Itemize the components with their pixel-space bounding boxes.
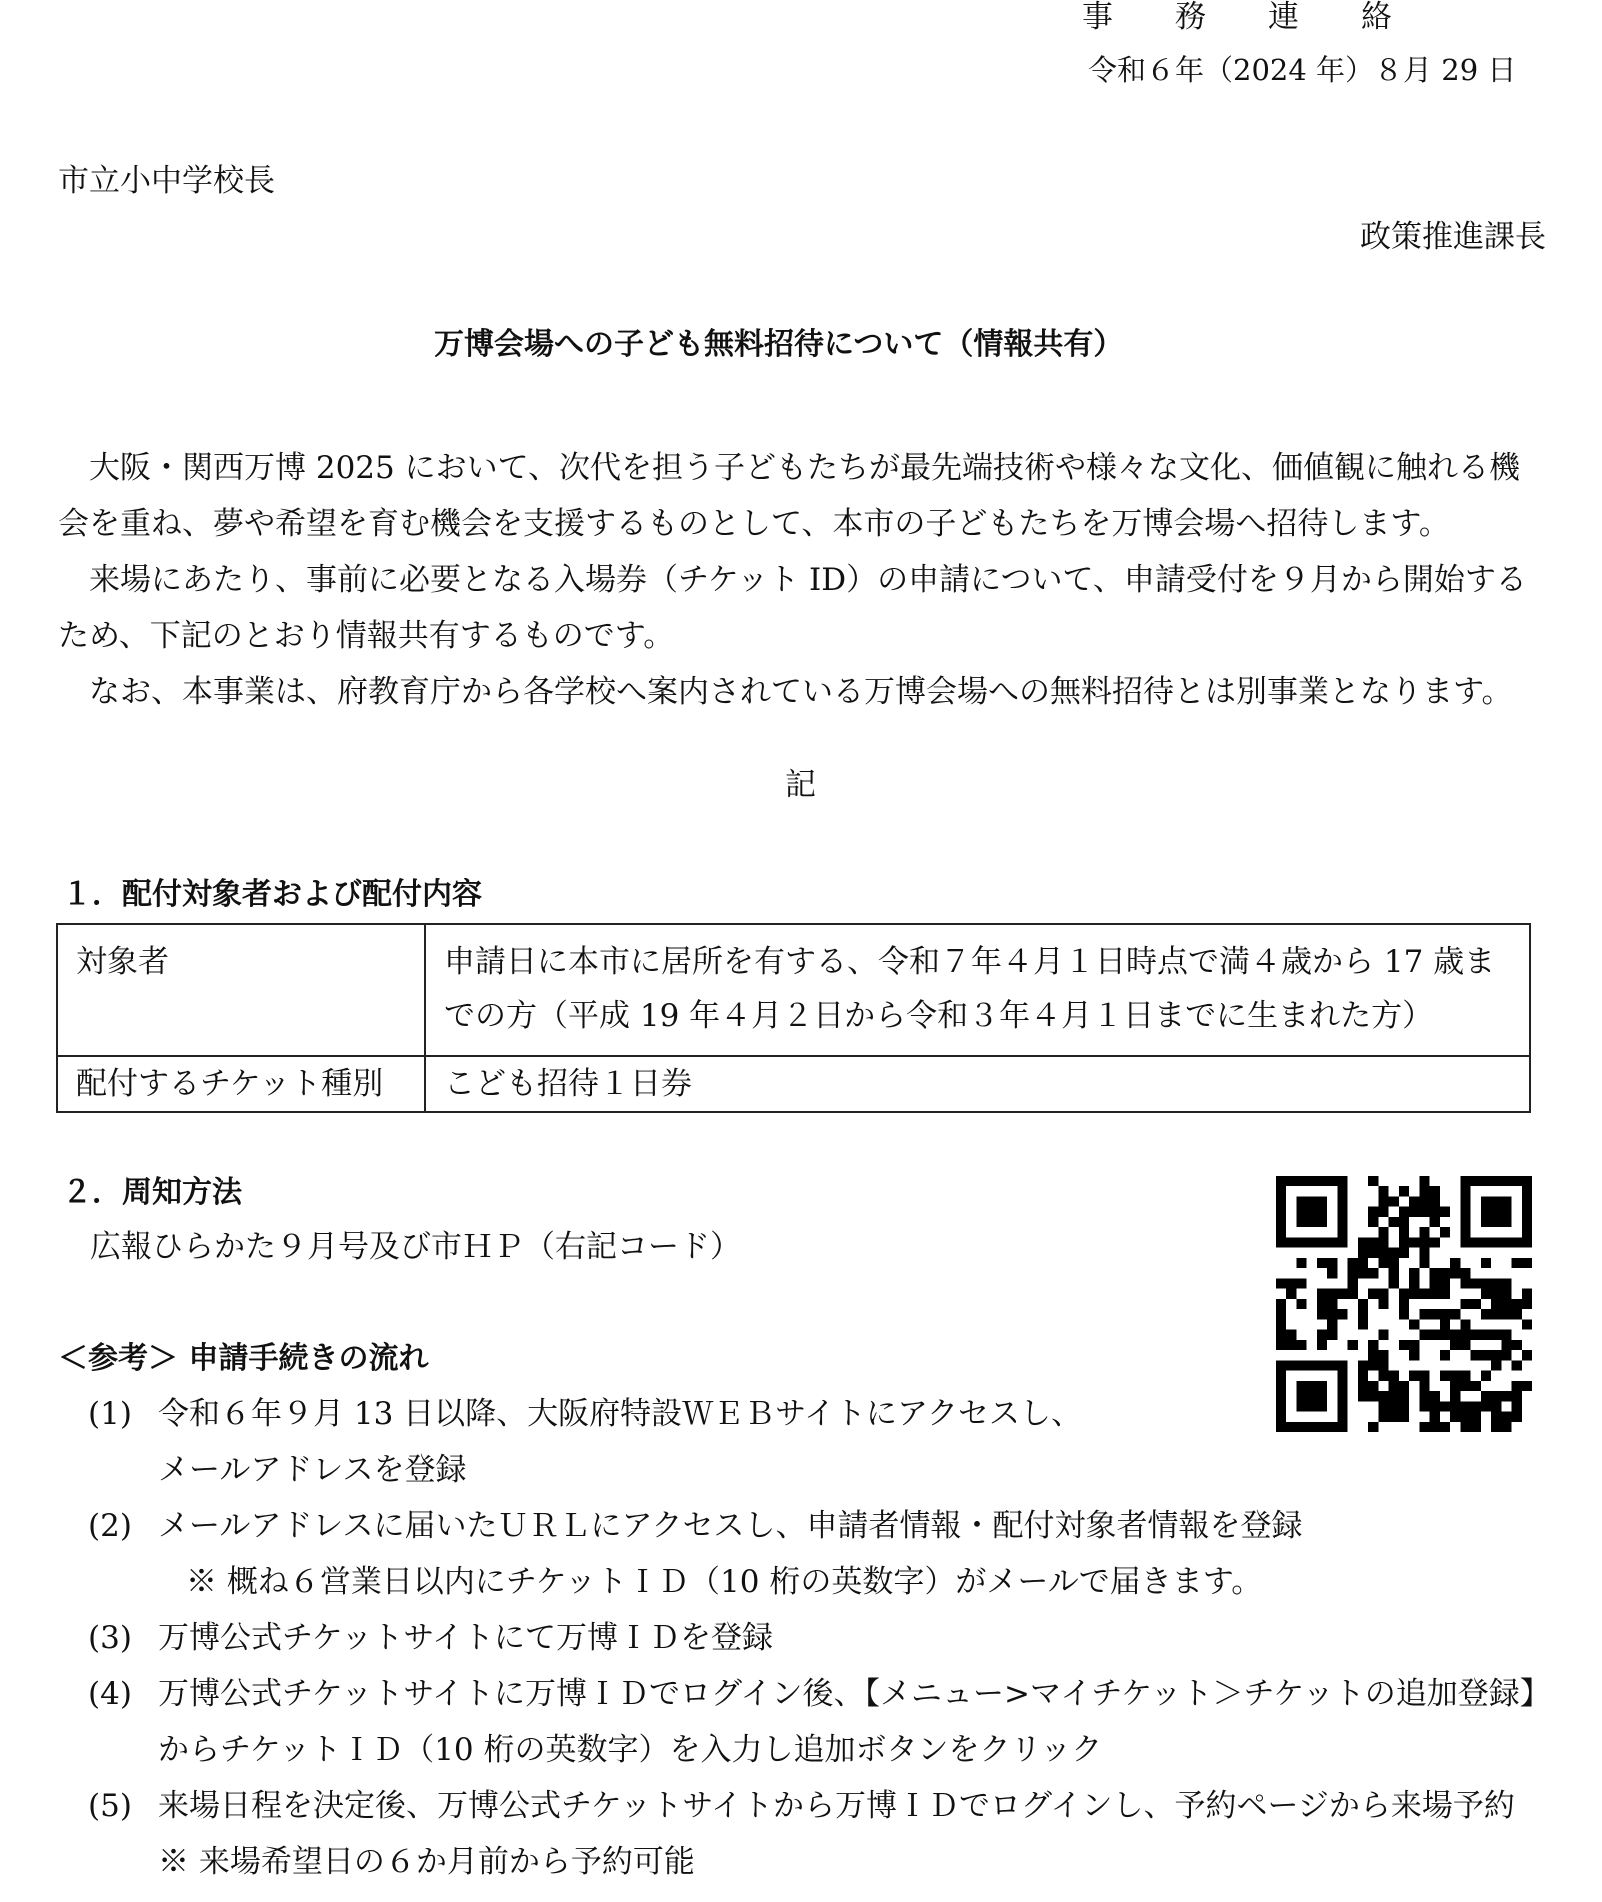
step-number: (1) [88,1396,132,1432]
step-number: (3) [88,1620,132,1656]
document-type: 事 務 連 絡 [1082,0,1392,35]
section2-heading: ２．周知方法 [62,1175,242,1210]
step-text: 万博公式チケットサイトに万博ＩＤでログイン後、【メニュー>マイチケット＞チケットの追加登録】からチケットＩＤ（10 桁の英数字）を入力し追加ボタンをクリック [158,1676,1551,1768]
list-item [88,1666,1558,1778]
list-item [88,1610,1558,1666]
sender: 政策推進課長 [1360,219,1546,255]
step-number: (2) [88,1508,132,1544]
table-label-cell: 対象者 [57,924,425,1056]
step-text: 令和６年９月 13 日以降、大阪府特設ＷＥＢサイトにアクセスし、 メールアドレスを登録 [158,1396,1083,1488]
intro-text [58,440,1548,720]
table-label-cell: 配付するチケット種別 [57,1056,425,1112]
step-text: 来場日程を決定後、万博公式チケットサイトから万博ＩＤでログインし、予約ページから来場予約 ※ 来場希望日の６か月前から予約可能 [158,1788,1546,1880]
intro-paragraph-3: なお、本事業は、府教育庁から各学校へ案内されている万博会場への無料招待とは別事業となります。 [89,674,1513,710]
recipient: 市立小中学校長 [58,163,275,199]
issue-date: 令和６年（2024 年）８月 29 日 [1088,53,1517,87]
document-title: 万博会場への子ども無料招待について（情報共有） [434,327,1124,362]
table-value-cell: こども招待１日券 [425,1056,1530,1112]
ki-marker: 記 [785,767,816,803]
section2-text: 広報ひらかた９月号及び市ＨＰ（右記コード） [90,1229,741,1265]
table-row [57,924,1530,1056]
section1-heading: １．配付対象者および配付内容 [62,877,482,912]
step-text: メールアドレスに届いたＵＲＬにアクセスし、申請者情報・配付対象者情報を登録 [158,1508,1303,1544]
steps-list [88,1386,1558,1890]
intro-paragraph-2: 来場にあたり、事前に必要となる入場券（チケット ID）の申請について、申請受付を９月から開始するため、下記のとおり情報共有するものです。 [58,562,1527,654]
reference-heading: ＜参考＞ 申請手続きの流れ [58,1341,429,1376]
step-text: 万博公式チケットサイトにて万博ＩＤを登録 [158,1620,774,1656]
list-item [88,1498,1558,1554]
list-item [88,1386,1558,1498]
step-number: (5) [88,1788,132,1824]
distribution-table [56,923,1531,1113]
table-row [57,1056,1530,1112]
intro-paragraph-1: 大阪・関西万博 2025 において、次代を担う子どもたちが最先端技術や様々な文化、価値観に触れる機会を重ね、夢や希望を育む機会を支援するものとして、本市の子どもたちを万博会場へ招待します。 [58,450,1520,542]
step-number: (4) [88,1676,132,1712]
list-item [88,1778,1558,1890]
table-value-cell: 申請日に本市に居所を有する、令和７年４月１日時点で満４歳から 17 歳までの方（平成 19 年４月２日から令和３年４月１日までに生まれた方） [425,924,1530,1056]
step-note: ※ 概ね６営業日以内にチケットＩＤ（10 桁の英数字）がメールで届きます。 [186,1564,1263,1600]
